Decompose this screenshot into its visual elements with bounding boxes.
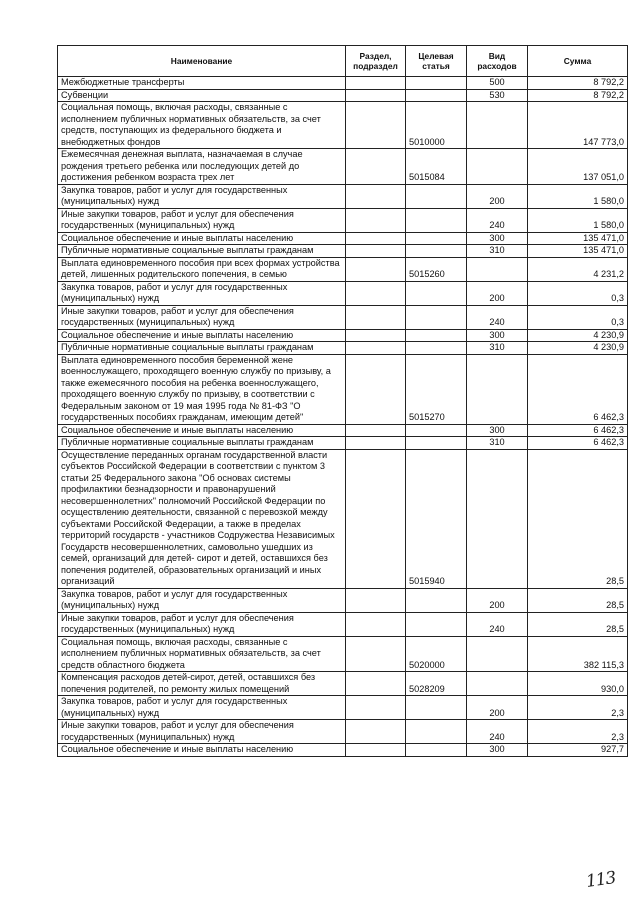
row-name-cell: Выплата единовременного пособия при всех формах устройства детей, лишенных родительского попечения, в семью	[58, 257, 346, 281]
row-name-cell: Ежемесячная денежная выплата, назначаемая в случае рождения третьего ребенка или последующих детей до достижения ребенком возраста трех лет	[58, 149, 346, 185]
row-type-cell	[467, 636, 528, 672]
row-sum-cell: 28,5	[528, 449, 628, 588]
row-type-cell: 300	[467, 329, 528, 342]
row-section-cell	[346, 208, 406, 232]
row-type-cell: 310	[467, 245, 528, 258]
row-target-cell: 5015260	[406, 257, 467, 281]
row-name-cell: Иные закупки товаров, работ и услуг для обеспечения государственных (муниципальных) нужд	[58, 612, 346, 636]
table-row	[58, 184, 628, 208]
row-name-cell: Социальная помощь, включая расходы, связанные с исполнением публичных нормативных обязательств, за счет средств, поступающих из федерального бюджета и внебюджетных фондов	[58, 102, 346, 149]
row-section-cell	[346, 696, 406, 720]
row-sum-cell: 930,0	[528, 672, 628, 696]
row-type-cell: 530	[467, 89, 528, 102]
row-name-cell: Компенсация расходов детей-сирот, детей, оставшихся без попечения родителей, по ремонту жилых помещений	[58, 672, 346, 696]
table-row	[58, 232, 628, 245]
row-type-cell	[467, 449, 528, 588]
table-row	[58, 342, 628, 355]
table-row	[58, 696, 628, 720]
row-section-cell	[346, 744, 406, 757]
row-type-cell: 200	[467, 281, 528, 305]
row-type-cell: 500	[467, 77, 528, 90]
document-page	[57, 45, 624, 757]
row-sum-cell: 4 230,9	[528, 342, 628, 355]
row-section-cell	[346, 672, 406, 696]
row-sum-cell: 2,3	[528, 720, 628, 744]
row-name-cell: Иные закупки товаров, работ и услуг для обеспечения государственных (муниципальных) нужд	[58, 208, 346, 232]
row-target-cell	[406, 588, 467, 612]
table-row	[58, 744, 628, 757]
row-type-cell	[467, 672, 528, 696]
row-name-cell: Осуществление переданных органам государственной власти субъектов Российской Федерации в соответствии с пунктом 3 статьи 25 Федерального закона "Об основах системы профилактики безнадзорности и правонарушений несовершеннолетних" полномочий Российской Федерации по осуществлению деятельности, связанной с перевозкой между субъектами Российской Федерации, а также в пределах территорий государств - участников Содружества Независимых Государств несовершеннолетних, самовольно ушедших из семей, организаций для детей- сирот и детей, оставшихся без попечения родителей, образовательных организаций и иных организаций	[58, 449, 346, 588]
table-row	[58, 329, 628, 342]
row-type-cell: 310	[467, 437, 528, 450]
row-sum-cell: 1 580,0	[528, 208, 628, 232]
header-target: Целевая статья	[406, 46, 467, 77]
row-sum-cell: 927,7	[528, 744, 628, 757]
row-section-cell	[346, 342, 406, 355]
table-row	[58, 102, 628, 149]
row-type-cell	[467, 257, 528, 281]
table-row	[58, 208, 628, 232]
page-number: 113	[584, 868, 617, 892]
row-section-cell	[346, 102, 406, 149]
row-target-cell: 5010000	[406, 102, 467, 149]
table-row	[58, 305, 628, 329]
row-name-cell: Закупка товаров, работ и услуг для государственных (муниципальных) нужд	[58, 696, 346, 720]
table-row	[58, 672, 628, 696]
row-name-cell: Субвенции	[58, 89, 346, 102]
row-section-cell	[346, 612, 406, 636]
row-name-cell: Иные закупки товаров, работ и услуг для обеспечения государственных (муниципальных) нужд	[58, 305, 346, 329]
row-target-cell	[406, 329, 467, 342]
row-target-cell	[406, 720, 467, 744]
row-section-cell	[346, 424, 406, 437]
row-name-cell: Социальная помощь, включая расходы, связанные с исполнением публичных нормативных обязательств, за счет средств областного бюджета	[58, 636, 346, 672]
row-type-cell: 240	[467, 720, 528, 744]
row-target-cell: 5020000	[406, 636, 467, 672]
row-target-cell	[406, 184, 467, 208]
row-section-cell	[346, 232, 406, 245]
row-sum-cell: 0,3	[528, 305, 628, 329]
row-target-cell	[406, 208, 467, 232]
row-section-cell	[346, 281, 406, 305]
row-name-cell: Социальное обеспечение и иные выплаты населению	[58, 424, 346, 437]
row-name-cell: Закупка товаров, работ и услуг для государственных (муниципальных) нужд	[58, 184, 346, 208]
row-sum-cell: 2,3	[528, 696, 628, 720]
row-name-cell: Социальное обеспечение и иные выплаты населению	[58, 232, 346, 245]
row-section-cell	[346, 305, 406, 329]
row-sum-cell: 28,5	[528, 588, 628, 612]
row-target-cell	[406, 612, 467, 636]
row-type-cell: 300	[467, 232, 528, 245]
header-name: Наименование	[58, 46, 346, 77]
row-target-cell	[406, 437, 467, 450]
row-section-cell	[346, 77, 406, 90]
row-section-cell	[346, 449, 406, 588]
table-row	[58, 77, 628, 90]
table-row	[58, 588, 628, 612]
row-section-cell	[346, 354, 406, 424]
row-sum-cell: 1 580,0	[528, 184, 628, 208]
row-name-cell: Публичные нормативные социальные выплаты гражданам	[58, 245, 346, 258]
row-name-cell: Иные закупки товаров, работ и услуг для обеспечения государственных (муниципальных) нужд	[58, 720, 346, 744]
row-sum-cell: 6 462,3	[528, 354, 628, 424]
budget-table	[57, 45, 628, 757]
row-type-cell: 200	[467, 696, 528, 720]
row-sum-cell: 137 051,0	[528, 149, 628, 185]
header-sum: Сумма	[528, 46, 628, 77]
row-sum-cell: 382 115,3	[528, 636, 628, 672]
table-row	[58, 89, 628, 102]
row-section-cell	[346, 329, 406, 342]
row-type-cell: 300	[467, 424, 528, 437]
row-target-cell	[406, 89, 467, 102]
row-name-cell: Закупка товаров, работ и услуг для государственных (муниципальных) нужд	[58, 588, 346, 612]
row-section-cell	[346, 720, 406, 744]
row-target-cell: 5015084	[406, 149, 467, 185]
row-name-cell: Межбюджетные трансферты	[58, 77, 346, 90]
table-body	[58, 77, 628, 757]
row-section-cell	[346, 89, 406, 102]
row-target-cell	[406, 696, 467, 720]
table-row	[58, 257, 628, 281]
row-sum-cell: 0,3	[528, 281, 628, 305]
table-row	[58, 437, 628, 450]
table-row	[58, 720, 628, 744]
row-target-cell	[406, 744, 467, 757]
row-sum-cell: 135 471,0	[528, 232, 628, 245]
row-sum-cell: 4 230,9	[528, 329, 628, 342]
row-sum-cell: 4 231,2	[528, 257, 628, 281]
row-type-cell: 240	[467, 208, 528, 232]
row-type-cell	[467, 149, 528, 185]
row-name-cell: Социальное обеспечение и иные выплаты населению	[58, 744, 346, 757]
row-target-cell: 5028209	[406, 672, 467, 696]
row-name-cell: Публичные нормативные социальные выплаты гражданам	[58, 437, 346, 450]
table-row	[58, 636, 628, 672]
row-type-cell: 200	[467, 184, 528, 208]
row-target-cell: 5015940	[406, 449, 467, 588]
row-section-cell	[346, 184, 406, 208]
table-row	[58, 281, 628, 305]
table-row	[58, 449, 628, 588]
row-section-cell	[346, 588, 406, 612]
row-type-cell: 310	[467, 342, 528, 355]
row-target-cell: 5015270	[406, 354, 467, 424]
row-sum-cell: 6 462,3	[528, 424, 628, 437]
row-name-cell: Закупка товаров, работ и услуг для государственных (муниципальных) нужд	[58, 281, 346, 305]
row-type-cell	[467, 102, 528, 149]
row-section-cell	[346, 149, 406, 185]
row-type-cell: 240	[467, 612, 528, 636]
row-target-cell	[406, 424, 467, 437]
row-section-cell	[346, 257, 406, 281]
row-sum-cell: 28,5	[528, 612, 628, 636]
row-sum-cell: 135 471,0	[528, 245, 628, 258]
row-type-cell: 240	[467, 305, 528, 329]
row-sum-cell: 6 462,3	[528, 437, 628, 450]
table-row	[58, 612, 628, 636]
row-target-cell	[406, 77, 467, 90]
row-type-cell	[467, 354, 528, 424]
row-target-cell	[406, 245, 467, 258]
table-header-row	[58, 46, 628, 77]
row-target-cell	[406, 305, 467, 329]
row-name-cell: Выплата единовременного пособия беременной жене военнослужащего, проходящего военную службу по призыву, а также ежемесячного пособия на ребенка военнослужащего, проходящего военную службу по призыву, в соответствии с Федеральным законом от 19 мая 1995 года № 81-ФЗ "О государственных пособиях гражданам, имеющим детей"	[58, 354, 346, 424]
header-section: Раздел, подраздел	[346, 46, 406, 77]
row-type-cell: 300	[467, 744, 528, 757]
table-row	[58, 354, 628, 424]
row-target-cell	[406, 281, 467, 305]
row-target-cell	[406, 342, 467, 355]
table-row	[58, 149, 628, 185]
table-row	[58, 245, 628, 258]
row-name-cell: Публичные нормативные социальные выплаты гражданам	[58, 342, 346, 355]
row-type-cell: 200	[467, 588, 528, 612]
row-name-cell: Социальное обеспечение и иные выплаты населению	[58, 329, 346, 342]
row-section-cell	[346, 636, 406, 672]
row-section-cell	[346, 437, 406, 450]
table-row	[58, 424, 628, 437]
row-sum-cell: 147 773,0	[528, 102, 628, 149]
header-type: Вид расходов	[467, 46, 528, 77]
row-section-cell	[346, 245, 406, 258]
row-target-cell	[406, 232, 467, 245]
row-sum-cell: 8 792,2	[528, 77, 628, 90]
row-sum-cell: 8 792,2	[528, 89, 628, 102]
